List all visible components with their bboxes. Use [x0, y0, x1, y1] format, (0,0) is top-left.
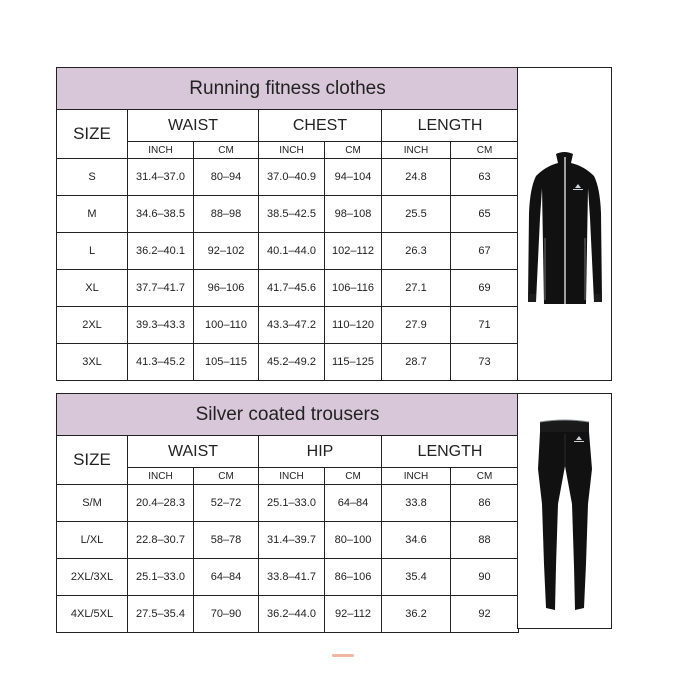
trousers-size-table — [56, 393, 519, 633]
unit-header: INCH — [259, 142, 325, 159]
data-cell: 27.5–35.4 — [128, 596, 194, 633]
data-cell: 86–106 — [325, 559, 382, 596]
table-row — [57, 559, 519, 596]
data-cell: 73 — [451, 344, 519, 381]
data-cell: 33.8–41.7 — [259, 559, 325, 596]
data-cell: 58–78 — [194, 522, 259, 559]
table-title: Running fitness clothes — [57, 68, 519, 110]
data-cell: 96–106 — [194, 270, 259, 307]
data-cell: 80–100 — [325, 522, 382, 559]
data-cell: 26.3 — [382, 233, 451, 270]
unit-header: INCH — [128, 142, 194, 159]
data-cell: 92–102 — [194, 233, 259, 270]
data-cell: 36.2–40.1 — [128, 233, 194, 270]
data-cell: 67 — [451, 233, 519, 270]
data-cell: 27.1 — [382, 270, 451, 307]
data-cell: 102–112 — [325, 233, 382, 270]
clothes-size-chart — [56, 67, 611, 381]
data-cell: 92 — [451, 596, 519, 633]
group-header-waist: WAIST — [128, 110, 259, 142]
data-cell: 35.4 — [382, 559, 451, 596]
decorative-mark — [332, 654, 354, 657]
unit-header: INCH — [128, 468, 194, 485]
table-row — [57, 270, 519, 307]
size-cell: S/M — [57, 485, 128, 522]
data-cell: 43.3–47.2 — [259, 307, 325, 344]
data-cell: 90 — [451, 559, 519, 596]
data-cell: 98–108 — [325, 196, 382, 233]
jacket-image — [517, 67, 612, 381]
table-row — [57, 596, 519, 633]
unit-header: CM — [325, 468, 382, 485]
size-header: SIZE — [57, 110, 128, 159]
group-header-waist: WAIST — [128, 436, 259, 468]
size-cell: 4XL/5XL — [57, 596, 128, 633]
data-cell: 69 — [451, 270, 519, 307]
unit-header: INCH — [259, 468, 325, 485]
data-cell: 31.4–37.0 — [128, 159, 194, 196]
data-cell: 36.2–44.0 — [259, 596, 325, 633]
data-cell: 106–116 — [325, 270, 382, 307]
size-cell: S — [57, 159, 128, 196]
size-header: SIZE — [57, 436, 128, 485]
size-cell: M — [57, 196, 128, 233]
data-cell: 64–84 — [194, 559, 259, 596]
data-cell: 86 — [451, 485, 519, 522]
unit-header: CM — [451, 142, 519, 159]
data-cell: 52–72 — [194, 485, 259, 522]
group-header-hip: HIP — [259, 436, 382, 468]
data-cell: 63 — [451, 159, 519, 196]
data-cell: 33.8 — [382, 485, 451, 522]
data-cell: 64–84 — [325, 485, 382, 522]
unit-header: INCH — [382, 468, 451, 485]
table-title: Silver coated trousers — [57, 394, 519, 436]
clothes-size-table — [56, 67, 519, 381]
data-cell: 110–120 — [325, 307, 382, 344]
trousers-icon — [518, 394, 611, 628]
unit-header: CM — [325, 142, 382, 159]
data-cell: 65 — [451, 196, 519, 233]
data-cell: 20.4–28.3 — [128, 485, 194, 522]
table-row — [57, 196, 519, 233]
group-header-length: LENGTH — [382, 436, 519, 468]
group-header-length: LENGTH — [382, 110, 519, 142]
group-header-chest: CHEST — [259, 110, 382, 142]
size-cell: 2XL/3XL — [57, 559, 128, 596]
data-cell: 25.1–33.0 — [128, 559, 194, 596]
data-cell: 39.3–43.3 — [128, 307, 194, 344]
unit-header: CM — [194, 142, 259, 159]
trousers-size-chart — [56, 393, 611, 629]
unit-header: CM — [194, 468, 259, 485]
table-row — [57, 233, 519, 270]
table-row — [57, 159, 519, 196]
data-cell: 115–125 — [325, 344, 382, 381]
data-cell: 40.1–44.0 — [259, 233, 325, 270]
data-cell: 92–112 — [325, 596, 382, 633]
jacket-icon — [518, 68, 611, 380]
data-cell: 88 — [451, 522, 519, 559]
data-cell: 34.6 — [382, 522, 451, 559]
data-cell: 100–110 — [194, 307, 259, 344]
size-cell: XL — [57, 270, 128, 307]
unit-header: INCH — [382, 142, 451, 159]
data-cell: 25.5 — [382, 196, 451, 233]
data-cell: 22.8–30.7 — [128, 522, 194, 559]
data-cell: 105–115 — [194, 344, 259, 381]
data-cell: 88–98 — [194, 196, 259, 233]
data-cell: 36.2 — [382, 596, 451, 633]
size-cell: L/XL — [57, 522, 128, 559]
data-cell: 41.3–45.2 — [128, 344, 194, 381]
data-cell: 37.0–40.9 — [259, 159, 325, 196]
size-cell: 2XL — [57, 307, 128, 344]
data-cell: 24.8 — [382, 159, 451, 196]
table-row — [57, 344, 519, 381]
data-cell: 25.1–33.0 — [259, 485, 325, 522]
data-cell: 80–94 — [194, 159, 259, 196]
data-cell: 31.4–39.7 — [259, 522, 325, 559]
size-cell: 3XL — [57, 344, 128, 381]
data-cell: 45.2–49.2 — [259, 344, 325, 381]
data-cell: 27.9 — [382, 307, 451, 344]
data-cell: 38.5–42.5 — [259, 196, 325, 233]
table-row — [57, 522, 519, 559]
table-row — [57, 307, 519, 344]
data-cell: 94–104 — [325, 159, 382, 196]
data-cell: 41.7–45.6 — [259, 270, 325, 307]
data-cell: 70–90 — [194, 596, 259, 633]
table-row — [57, 485, 519, 522]
data-cell: 71 — [451, 307, 519, 344]
size-cell: L — [57, 233, 128, 270]
trousers-image — [517, 393, 612, 629]
unit-header: CM — [451, 468, 519, 485]
data-cell: 28.7 — [382, 344, 451, 381]
data-cell: 34.6–38.5 — [128, 196, 194, 233]
data-cell: 37.7–41.7 — [128, 270, 194, 307]
